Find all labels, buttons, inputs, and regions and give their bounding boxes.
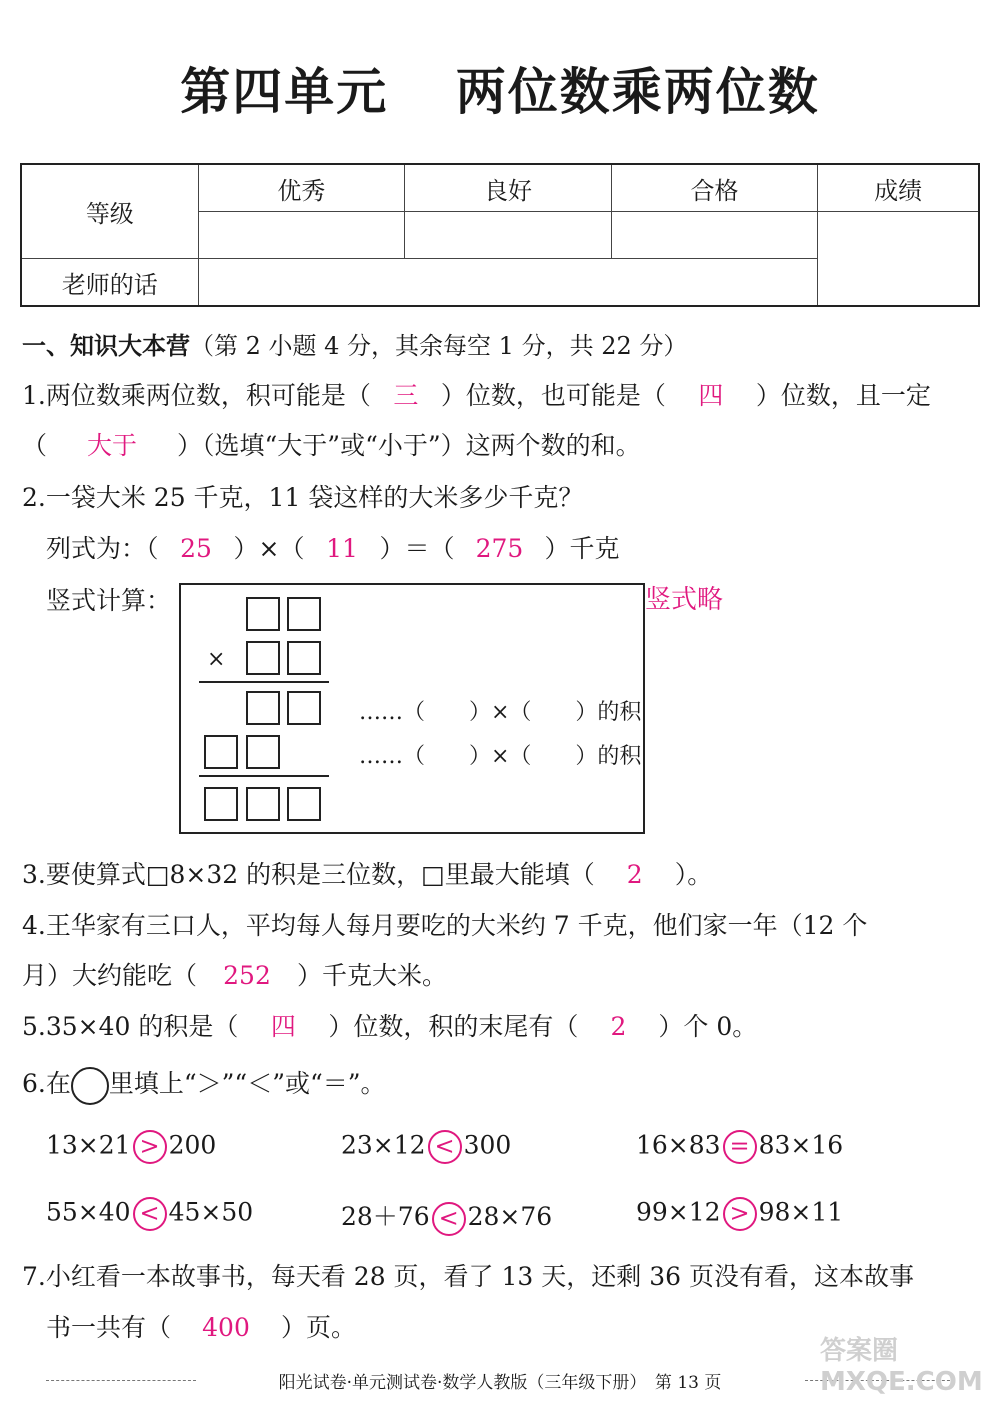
unit-title: 第四单元 [180,62,389,121]
section-note: （第 2 小题 4 分，其余每空 1 分，共 22 分） [190,332,688,360]
compare-left: 13×21 [46,1130,131,1160]
compare-answer[interactable]: < [133,1197,167,1231]
q1-text-a: 1.两位数乘两位数，积可能是（ [22,381,371,410]
digit-box[interactable] [287,641,321,675]
q1-answer-3: 大于 [87,431,138,460]
digit-box[interactable] [246,787,280,821]
teacher-label: 老师的话 [21,259,198,307]
q2-answer-2: 11 [326,534,358,563]
question-7-line1: 7.小红看一本故事书，每天看 28 页，看了 13 天，还剩 36 页没有看，这本故事 [22,1262,914,1291]
digit-box[interactable] [246,735,280,769]
level-pass: 合格 [611,164,818,212]
score-label: 成绩 [818,164,979,212]
compare-answer[interactable]: > [133,1130,167,1164]
digit-box[interactable] [204,735,238,769]
question-2-formula [46,529,620,565]
compare-answer[interactable]: > [723,1197,757,1231]
q4-text-b: 月）大约能吃（ [22,961,198,990]
q3-text-b: ）。 [674,860,713,889]
compare-left: 99×12 [636,1197,721,1227]
q3-text-a: 3.要使算式□8×32 的积是三位数，□里最大能填（ [22,860,595,889]
vertical-calc-box [179,583,645,834]
level-good: 良好 [405,164,612,212]
q7-text-b: 书一共有（ [46,1313,172,1342]
digit-box[interactable] [246,641,280,675]
compare-right: 28×76 [467,1202,553,1231]
q6-text-b: 里填上“＞”“＜”或“＝”。 [108,1069,386,1098]
question-2: 2.一袋大米 25 千克，11 袋这样的大米多少千克？ [22,483,584,512]
q1-text-c: ）位数，且一定 [755,381,931,410]
q5-answer-1: 四 [270,1012,296,1041]
compare-answer[interactable]: = [723,1130,757,1164]
compare-item [46,1130,216,1164]
compare-right: 83×16 [758,1130,844,1160]
q2-unit: ）千克 [544,534,620,563]
q1-answer-1: 三 [393,381,419,410]
page-footer: 阳光试卷·单元测试卷·数学人教版（三年级下册） 第 13 页 [278,1373,722,1393]
question-4-line1: 4.王华家有三口人，平均每人每月要吃的大米约 7 千克，他们家一年（12 个 [22,911,868,940]
divider-line [199,681,329,683]
q2-op-2: ）＝（ [379,534,455,563]
page-title [0,52,1000,124]
compare-right: 98×11 [758,1197,844,1227]
q2-op-1: ）×（ [233,534,305,563]
q5-answer-2: 2 [610,1012,627,1041]
compare-left: 16×83 [636,1130,721,1160]
q2-answer-3: 275 [475,534,524,563]
vertical-label: 竖式计算： [46,586,172,615]
divider-line [199,775,329,777]
question-6 [22,1064,386,1105]
teacher-comment-cell[interactable] [198,259,818,307]
q1-answer-2: 四 [698,381,724,410]
digit-box[interactable] [287,787,321,821]
question-1-line1 [22,376,931,412]
compare-left: 28＋76 [341,1202,430,1231]
vertical-note: 竖式略 [645,585,724,615]
digit-box[interactable] [246,597,280,631]
q5-text-a: 5.35×40 的积是（ [22,1012,239,1041]
compare-item [46,1197,253,1231]
compare-right: 45×50 [168,1197,254,1227]
q5-text-b: ）位数，积的末尾有（ [328,1012,579,1041]
compare-item [341,1197,552,1236]
partial-product-row-2: ……（ ）×（ ）的积 [359,744,642,769]
q6-text-a: 6.在 [22,1069,71,1098]
question-7-line2 [46,1308,356,1344]
score-cell[interactable] [818,212,979,307]
compare-left: 55×40 [46,1197,131,1227]
digit-box[interactable] [287,597,321,631]
compare-left: 23×12 [341,1130,426,1160]
digit-box[interactable] [204,787,238,821]
q1-text-e: ）（选填“大于”或“小于”）这两个数的和。 [177,431,641,460]
q1-text-b: ）位数，也可能是（ [440,381,666,410]
digit-box[interactable] [287,691,321,725]
q7-answer: 400 [202,1313,250,1342]
level-excellent: 优秀 [198,164,405,212]
q2-formula-label: 列式为：（ [46,534,159,563]
question-4-line2 [22,956,447,992]
circle-icon [71,1067,109,1105]
section-heading [22,326,687,361]
q4-answer: 252 [223,961,271,990]
q5-text-c: ）个 0。 [658,1012,758,1041]
q4-text-c: ）千克大米。 [297,961,448,990]
section-title: 一、知识大本营 [22,331,190,360]
compare-answer[interactable]: < [428,1130,462,1164]
compare-answer[interactable]: < [432,1202,466,1236]
q1-text-d: （ [22,431,48,460]
compare-item [636,1197,843,1231]
partial-product-row-1: ……（ ）×（ ）的积 [359,700,642,725]
level-good-cell[interactable] [405,212,612,259]
watermark-logo: 答案圈 MXQE.COM [820,1336,983,1397]
grade-table [20,163,980,307]
grade-label: 等级 [21,164,198,259]
question-3 [22,855,712,891]
level-excellent-cell[interactable] [198,212,405,259]
topic-title: 两位数乘两位数 [455,62,820,121]
level-pass-cell[interactable] [611,212,818,259]
q2-answer-1: 25 [180,534,212,563]
compare-right: 200 [168,1130,217,1160]
compare-item [636,1130,843,1164]
compare-right: 300 [463,1130,512,1160]
q7-text-c: ）页。 [281,1313,357,1342]
q3-answer: 2 [626,860,643,889]
digit-box[interactable] [246,691,280,725]
times-sign: × [207,647,226,672]
question-1-line2 [22,426,641,462]
question-5 [22,1007,757,1043]
compare-item [341,1130,511,1164]
